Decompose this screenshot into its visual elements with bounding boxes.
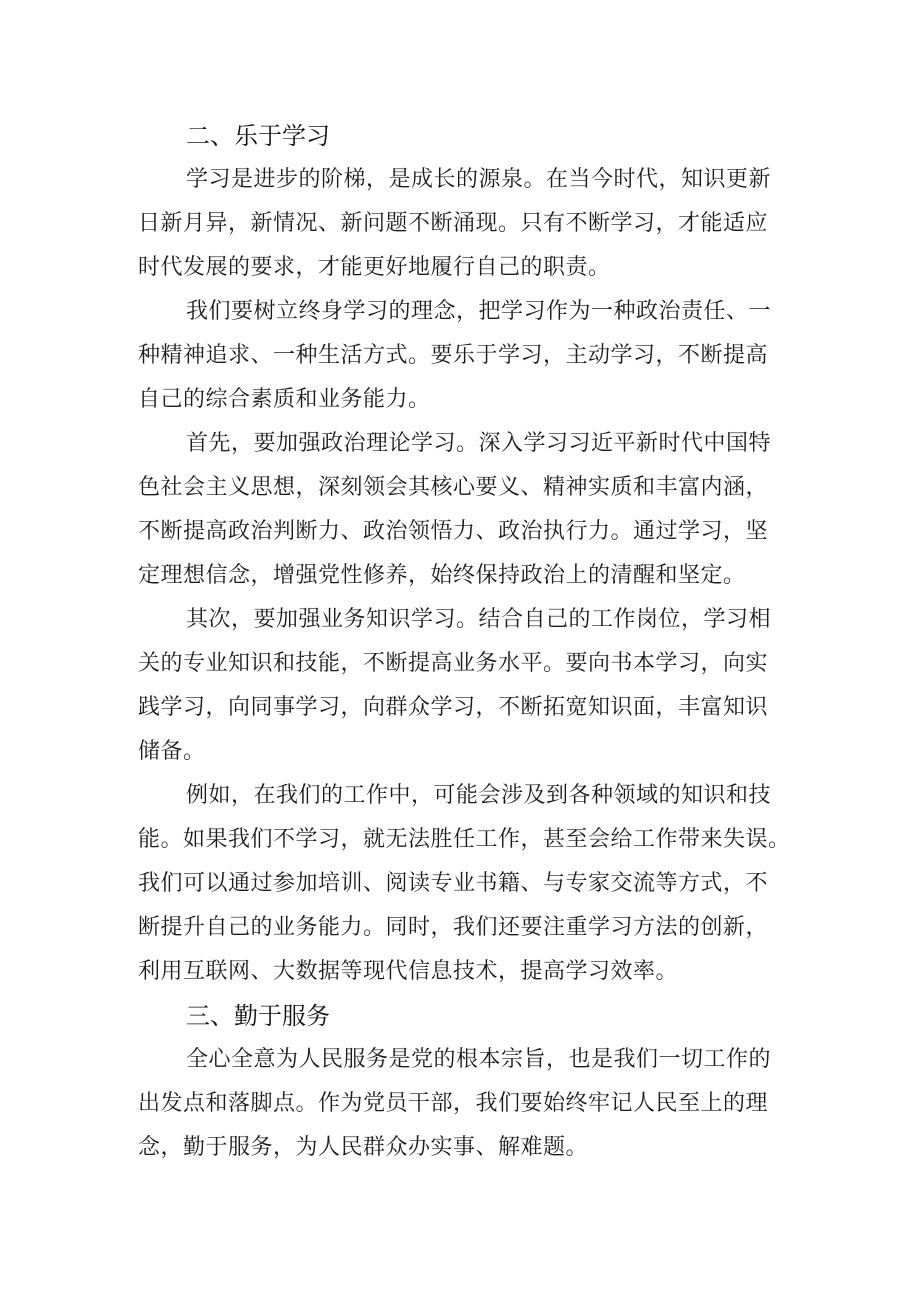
text-line: 例如，在我们的工作中，可能会涉及到各种领域的知识和技 [186,783,772,808]
text-line: 首先，要加强政治理论学习。深入学习习近平新时代中国特 [186,431,772,456]
text-line: 定理想信念，增强党性修养，始终保持政治上的清醒和坚定。 [138,563,746,588]
text-line: 自己的综合素质和业务能力。 [138,387,431,412]
paragraph [138,1038,800,1170]
text-line: 色社会主义思想，深刻领会其核心要义、精神实质和丰富内涵， [138,475,769,500]
text-line: 种精神追求、一种生活方式。要乐于学习，主动学习，不断提高 [138,343,769,368]
text-line: 断提升自己的业务能力。同时，我们还要注重学习方法的创新， [138,915,769,940]
text-line: 储备。 [138,739,206,764]
text-line: 践学习，向同事学习，向群众学习，不断拓宽知识面，丰富知识 [138,695,769,720]
document-body [138,114,800,1170]
text-line: 日新月异，新情况、新问题不断涌现。只有不断学习，才能适应 [138,211,769,236]
text-line: 时代发展的要求，才能更好地履行自己的职责。 [138,255,611,280]
text-line: 不断提高政治判断力、政治领悟力、政治执行力。通过学习，坚 [138,519,769,544]
paragraph [138,290,800,422]
text-line: 学习是进步的阶梯，是成长的源泉。在当今时代，知识更新 [186,167,772,192]
text-line: 其次，要加强业务知识学习。结合自己的工作岗位，学习相 [186,607,772,632]
text-line: 利用互联网、大数据等现代信息技术，提高学习效率。 [138,959,679,984]
section-heading: 三、勤于服务 [186,1002,330,1030]
section-heading: 二、乐于学习 [186,122,330,150]
text-line: 我们可以通过参加培训、阅读专业书籍、与专家交流等方式，不 [138,871,769,896]
paragraph [138,158,800,290]
paragraph [138,598,800,774]
text-line: 能。如果我们不学习，就无法胜任工作，甚至会给工作带来失误。 [138,827,791,852]
paragraph [138,774,800,994]
paragraph [138,422,800,598]
text-line: 出发点和落脚点。作为党员干部，我们要始终牢记人民至上的理 [138,1091,769,1116]
text-line: 我们要树立终身学习的理念，把学习作为一种政治责任、一 [186,299,772,324]
text-line: 念，勤于服务，为人民群众办实事、解难题。 [138,1135,589,1160]
text-line: 全心全意为人民服务是党的根本宗旨，也是我们一切工作的 [186,1047,772,1072]
text-line: 关的专业知识和技能，不断提高业务水平。要向书本学习，向实 [138,651,769,676]
